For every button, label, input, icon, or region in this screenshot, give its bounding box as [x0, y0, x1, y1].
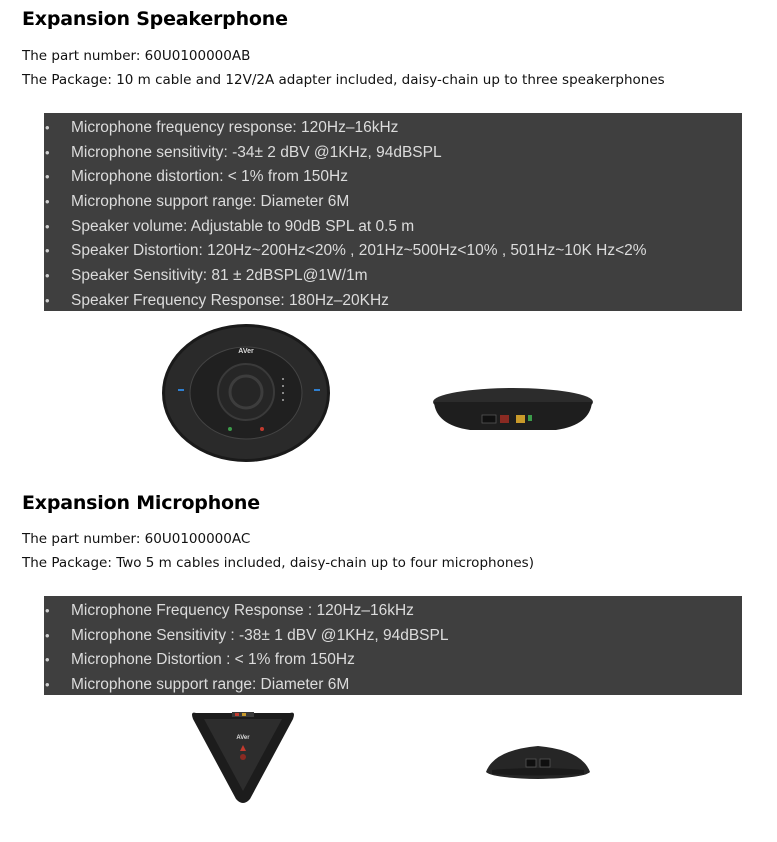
speakerphone-header	[22, 8, 752, 30]
microphone-top-view-image	[188, 707, 298, 807]
spec-item: • Microphone distortion: < 1% from 150Hz	[44, 165, 742, 190]
spec-item: • Microphone support range: Diameter 6M	[44, 673, 742, 698]
spec-item: • Speaker Sensitivity: 81 ± 2dBSPL@1W/1m	[44, 264, 742, 289]
microphone-header	[22, 492, 752, 514]
spec-item: • Microphone Frequency Response : 120Hz–16kHz	[44, 599, 742, 624]
spec-item: • Microphone Sensitivity : -38± 1 dBV @1KHz, 94dBSPL	[44, 624, 742, 649]
spec-item: • Microphone support range: Diameter 6M	[44, 190, 742, 215]
microphone-logo: AVer	[236, 735, 250, 741]
speakerphone-package: The Package: 10 m cable and 12V/2A adapter included, daisy-chain up to three speakerphones	[22, 72, 665, 88]
microphone-part-number: The part number: 60U0100000AC	[22, 531, 251, 547]
speakerphone-part-number: The part number: 60U0100000AB	[22, 48, 251, 64]
spec-item: • Speaker volume: Adjustable to 90dB SPL at 0.5 m	[44, 215, 742, 240]
speakerphone-top-view-image	[160, 322, 332, 464]
microphone-title: Expansion Microphone	[22, 492, 260, 514]
spec-item: • Speaker Distortion: 120Hz~200Hz<20% , 201Hz~500Hz<10% , 501Hz~10K Hz<2%	[44, 239, 742, 264]
microphone-side-view-image	[484, 742, 592, 782]
spec-item: • Microphone frequency response: 120Hz–16kHz	[44, 116, 742, 141]
speakerphone-spec-list	[44, 113, 742, 311]
speakerphone-title: Expansion Speakerphone	[22, 8, 288, 30]
spec-item: • Speaker Frequency Response: 180Hz–20KHz	[44, 289, 742, 314]
spec-item: • Microphone Distortion : < 1% from 150Hz	[44, 648, 742, 673]
spec-item: • Microphone sensitivity: -34± 2 dBV @1KHz, 94dBSPL	[44, 141, 742, 166]
speakerphone-logo: AVer	[238, 348, 254, 355]
microphone-package: The Package: Two 5 m cables included, daisy-chain up to four microphones)	[22, 555, 534, 571]
speakerphone-back-view-image	[430, 380, 596, 434]
microphone-spec-list	[44, 596, 742, 695]
